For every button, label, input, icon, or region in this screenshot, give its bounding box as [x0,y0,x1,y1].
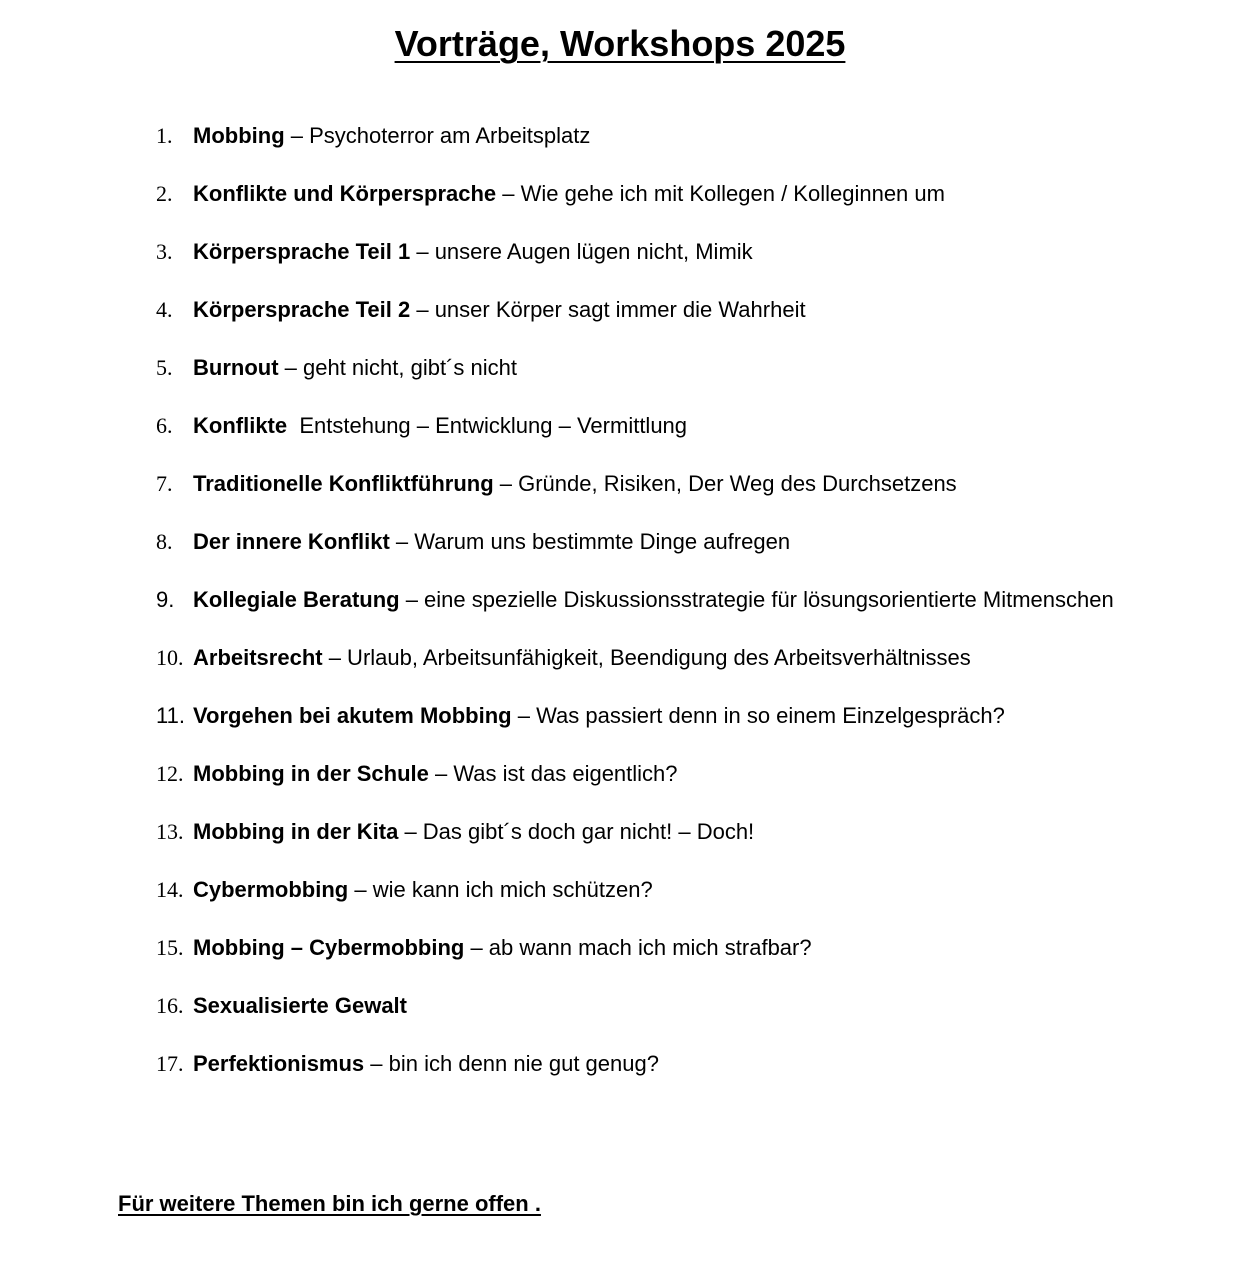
item-title: Arbeitsrecht [193,645,323,670]
list-item [0,121,1240,150]
list-item [0,295,1240,324]
item-title: Körpersprache Teil 2 [193,297,411,322]
item-title: Mobbing in der Kita [193,819,399,844]
topic-list [0,121,1240,1107]
item-number: 4. [156,297,173,322]
item-number: 11. [156,703,185,728]
list-item [0,875,1240,904]
item-number: 5. [156,355,173,380]
item-description: – Gründe, Risiken, Der Weg des Durchsetzens [493,471,957,496]
item-description: – unser Körper sagt immer die Wahrheit [410,297,806,322]
item-number: 3. [156,239,173,264]
list-item [0,585,1240,614]
item-number: 10. [156,645,184,670]
item-description: – Das gibt´s doch gar nicht! – Doch! [398,819,755,844]
list-item [0,817,1240,846]
item-title: Cybermobbing [193,877,349,902]
item-number: 14. [156,877,184,902]
item-title: Körpersprache Teil 1 [193,239,411,264]
item-description: – unsere Augen lügen nicht, Mimik [410,239,753,264]
item-description: – Was ist das eigentlich? [428,761,678,786]
item-number: 9. [156,587,175,612]
item-description: – bin ich denn nie gut genug? [364,1051,659,1076]
item-title: Perfektionismus [193,1051,365,1076]
list-item [0,933,1240,962]
item-title: Kollegiale Beratung [193,587,400,612]
item-number: 7. [156,471,173,496]
list-item [0,643,1240,672]
item-description: – Urlaub, Arbeitsunfähigkeit, Beendigung des Arbeitsverhältnisses [322,645,971,670]
list-item [0,237,1240,266]
item-title: Mobbing [193,123,285,148]
item-description: – Wie gehe ich mit Kollegen / Kolleginnen um [496,181,945,206]
item-number: 15. [156,935,184,960]
item-description: – Warum uns bestimmte Dinge aufregen [389,529,791,554]
item-title: Burnout [193,355,279,380]
page-title: Vorträge, Workshops 2025 [394,23,846,64]
item-number: 17. [156,1051,184,1076]
item-title: Vorgehen bei akutem Mobbing [193,703,512,728]
item-number: 8. [156,529,173,554]
list-item [0,353,1240,382]
item-number: 13. [156,819,184,844]
item-title: Der innere Konflikt [193,529,390,554]
list-item [0,469,1240,498]
item-description: – ab wann mach ich mich strafbar? [464,935,812,960]
item-number: 1. [156,123,173,148]
item-title: Konflikte [193,413,288,438]
item-description: – Psychoterror am Arbeitsplatz [284,123,591,148]
list-item [0,1049,1240,1078]
item-number: 12. [156,761,184,786]
item-description: Entstehung – Entwicklung – Vermittlung [287,413,688,438]
item-title: Konflikte und Körpersprache [193,181,497,206]
item-number: 16. [156,993,184,1018]
item-description: – Was passiert denn in so einem Einzelgespräch? [511,703,1005,728]
list-item [0,759,1240,788]
list-item [0,701,1240,730]
item-title: Mobbing in der Schule [193,761,429,786]
list-item [0,179,1240,208]
footer-note: Für weitere Themen bin ich gerne offen . [118,1191,541,1216]
item-title: Traditionelle Konfliktführung [193,471,494,496]
item-description: – eine spezielle Diskussionsstrategie für lösungsorientierte Mitmenschen [399,587,1114,612]
item-description: – geht nicht, gibt´s nicht [278,355,517,380]
item-title: Mobbing – Cybermobbing [193,935,465,960]
list-item [0,411,1240,440]
item-number: 2. [156,181,173,206]
item-description: – wie kann ich mich schützen? [348,877,653,902]
list-item [0,991,1240,1020]
list-item [0,527,1240,556]
item-number: 6. [156,413,173,438]
item-title: Sexualisierte Gewalt [193,993,407,1018]
